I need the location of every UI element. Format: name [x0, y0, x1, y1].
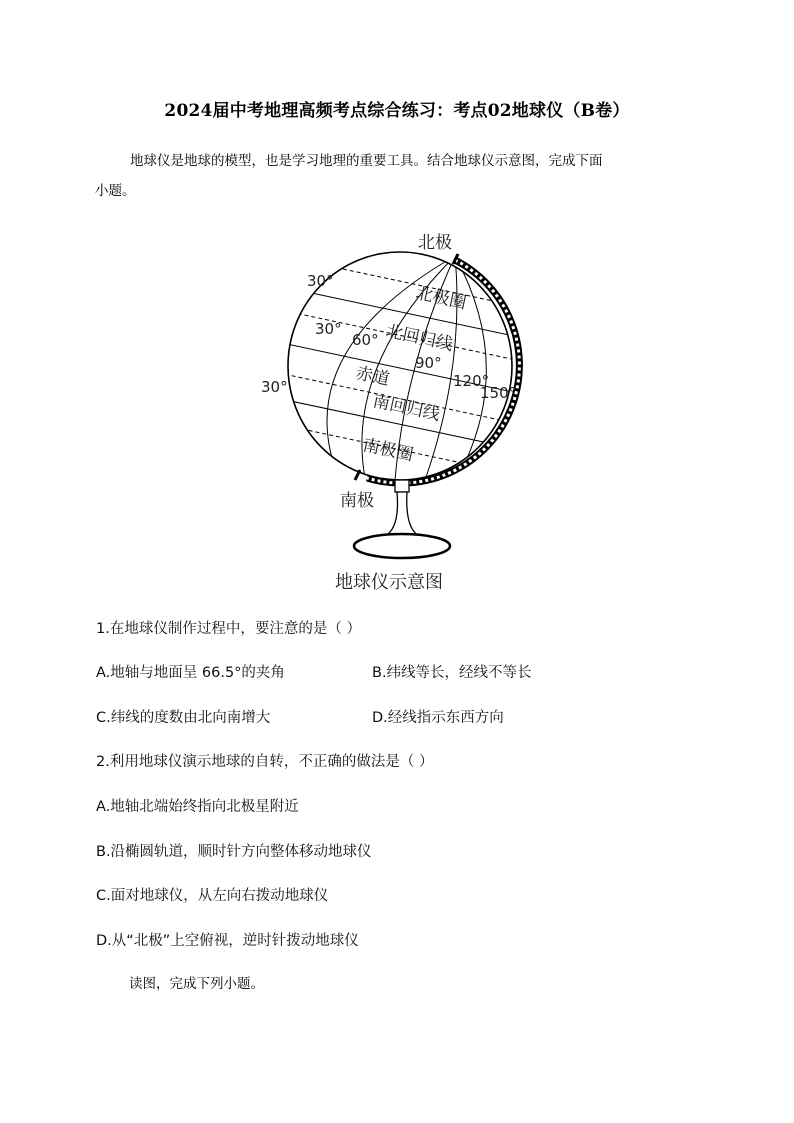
intro-line-2: 小题。: [95, 183, 136, 199]
globe-figure: [255, 228, 545, 598]
label-antarctic-circle: 南极圈: [360, 435, 416, 466]
label-south-pole: 南极: [340, 491, 374, 511]
label-equator: 赤道: [353, 363, 392, 390]
stand-stem: [385, 492, 419, 536]
intro-line-1: 地球仪是地球的模型，也是学习地理的重要工具。结合地球仪示意图，完成下面: [130, 153, 603, 169]
q1-option-c[interactable]: C.纬线的度数由北向南增大: [96, 710, 271, 726]
globe-illustration: [255, 228, 545, 598]
label-lon-60: 60°: [352, 331, 379, 349]
q1-option-b[interactable]: B.纬线等长，经线不等长: [372, 665, 532, 681]
label-north-pole: 北极: [418, 233, 452, 253]
stand-base: [354, 534, 450, 558]
stand-collar: [395, 480, 409, 492]
label-lat-30-left: 30°: [261, 378, 288, 396]
q2-stem: 2.利用地球仪演示地球的自转，不正确的做法是（ ）: [96, 754, 434, 770]
label-lon-150: 150°: [480, 384, 517, 402]
label-lat-30-top: 30°: [307, 272, 334, 290]
q1-stem: 1.在地球仪制作过程中，要注意的是（ ）: [96, 621, 361, 637]
q1-option-d[interactable]: D.经线指示东西方向: [372, 710, 504, 726]
q1-option-a[interactable]: A.地轴与地面呈 66.5°的夹角: [96, 665, 285, 681]
q2-option-b[interactable]: B.沿椭圆轨道，顺时针方向整体移动地球仪: [96, 844, 372, 860]
q2-option-a[interactable]: A.地轴北端始终指向北极星附近: [96, 799, 299, 815]
q2-option-d[interactable]: D.从“北极”上空俯视，逆时针拨动地球仪: [96, 933, 359, 949]
label-arctic-circle: 北极圈: [413, 283, 469, 314]
intro-paragraph: [95, 146, 705, 176]
label-lon-120: 120°: [453, 372, 490, 390]
q1-options-row2: [96, 706, 696, 727]
label-lon-90: 90°: [415, 354, 442, 372]
q1-options-row1: [96, 661, 696, 682]
q2-option-c[interactable]: C.面对地球仪，从左向右拨动地球仪: [96, 888, 329, 904]
page-title: 2024届中考地理高频考点综合练习：考点02地球仪（B卷）: [164, 101, 630, 121]
label-tropic-capricorn: 南回归线: [370, 391, 442, 426]
label-lat-30-mid: 30°: [315, 320, 342, 338]
figure-caption: 地球仪示意图: [335, 572, 443, 593]
label-tropic-cancer: 北回归线: [383, 321, 455, 356]
reading-instruction: 读图，完成下列小题。: [129, 976, 264, 992]
